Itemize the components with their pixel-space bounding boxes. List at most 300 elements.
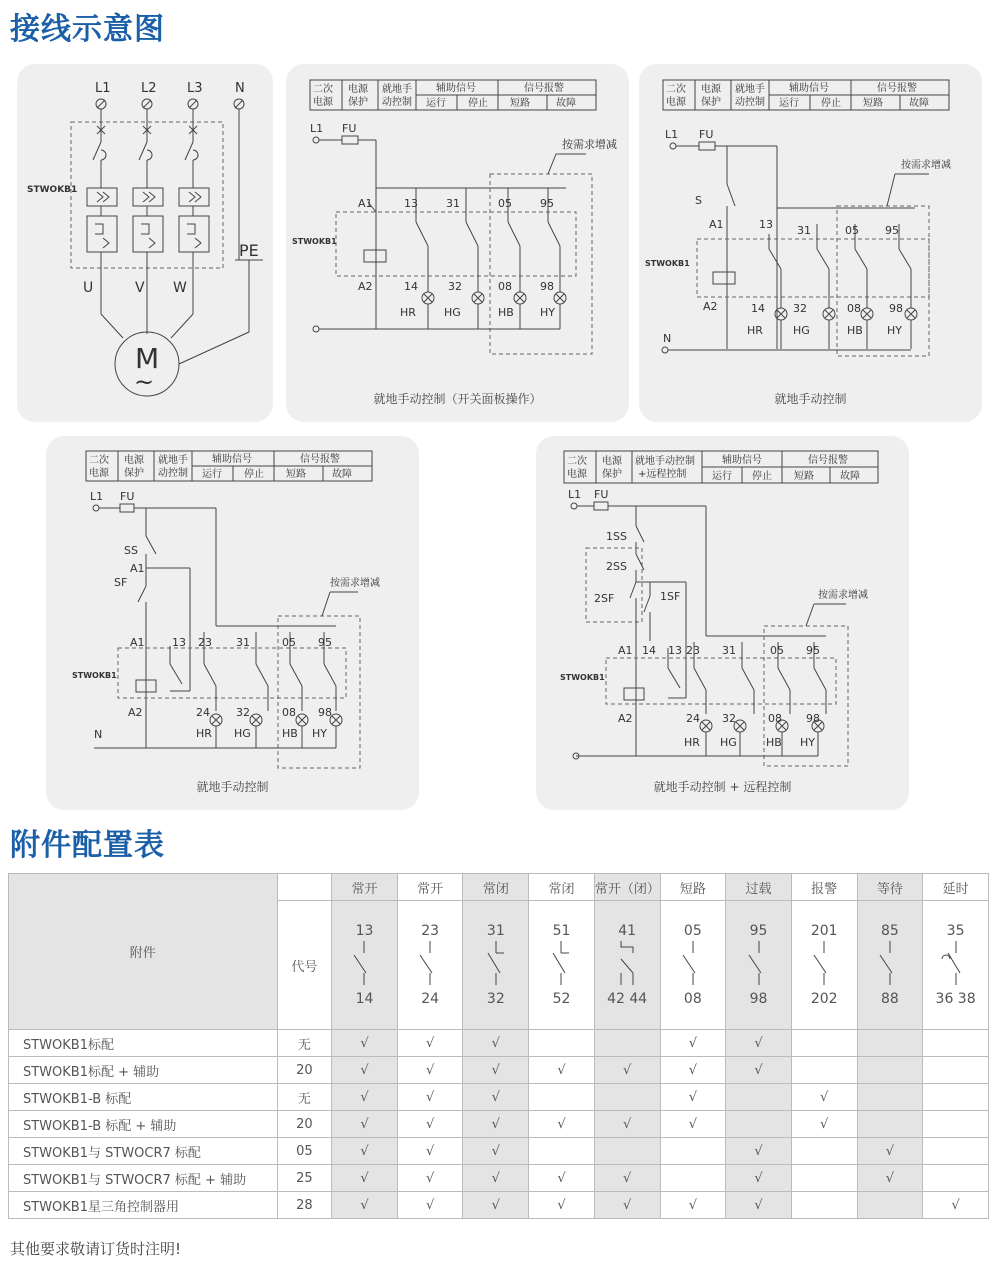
hdr-stop: 停止 [468,98,488,109]
num-31: 31 [236,636,250,649]
row-check: √ [332,1111,398,1138]
contact-top-number: 05 [683,923,702,939]
label-fu: FU [120,490,135,503]
hdr-c2-a: 电源 [602,456,622,467]
row-check: √ [397,1057,463,1084]
num-23: 23 [198,636,212,649]
row-check: √ [332,1192,398,1219]
hdr-aux: 辅助信号 [212,454,252,465]
num-a2: A2 [703,300,718,313]
hdr-short: 短路 [510,98,530,109]
hdr-c3-b: 动控制 [735,97,765,108]
contact-symbol-icon [936,939,976,987]
num-13: 13 [172,636,186,649]
contact-symbol-icon [344,939,384,987]
lamp-hb: HB [766,736,782,749]
row-check: √ [397,1192,463,1219]
lamp-hg: HG [720,736,737,749]
row-check: √ [726,1057,792,1084]
row-check [791,1192,857,1219]
contact-symbol-cell [857,901,923,1030]
row-check: √ [529,1057,595,1084]
row-check: √ [332,1138,398,1165]
header-code: 代号 [277,901,332,1030]
contact-bottom-number: 202 [810,991,838,1007]
hdr-c2-b: 保护 [602,469,622,480]
hdr-c3-a: 就地手 [158,455,188,466]
num-95: 95 [318,636,332,649]
lamp-hb: HB [498,306,514,319]
header-blank [277,874,332,901]
hdr-c2-a: 电源 [701,84,721,95]
lamp-hy: HY [800,736,815,749]
pe-label: PE [239,241,259,260]
hdr-fault: 故障 [332,469,352,480]
num-05: 05 [498,197,512,210]
row-check: √ [660,1057,726,1084]
row-check: √ [529,1111,595,1138]
label-l1: L1 [90,490,104,503]
device-label: STWOKB1 [292,237,337,246]
row-check [857,1084,923,1111]
label-l1: L1 [568,488,582,501]
row-check [857,1192,923,1219]
num-13: 13 [759,218,773,231]
header-type: 过载 [726,874,792,901]
contact-symbol-icon [541,939,581,987]
row-check [529,1084,595,1111]
contact-symbol-icon [870,939,910,987]
hdr-short: 短路 [863,98,883,109]
num-a2: A2 [358,280,373,293]
row-check: √ [857,1165,923,1192]
contact-symbol-cell [529,901,595,1030]
hdr-aux: 辅助信号 [436,83,476,94]
hdr-run: 运行 [202,469,222,480]
label-fu: FU [594,488,609,501]
row-check [923,1057,989,1084]
num-a1: A1 [130,636,145,649]
hdr-c1-b: 电源 [89,468,109,479]
hdr-sig: 信号报警 [808,455,848,466]
row-check: √ [397,1111,463,1138]
num-31: 31 [722,644,736,657]
num-98: 98 [318,706,332,719]
table-row [9,1057,989,1084]
control-diagram-3 [639,64,982,422]
header-type: 等待 [857,874,923,901]
contact-top-number: 13 [355,923,374,939]
label-l1: L1 [665,128,679,141]
hdr-sig: 信号报警 [524,83,564,94]
label-fu: FU [342,122,357,135]
row-check: √ [594,1057,660,1084]
row-check: √ [463,1111,529,1138]
row-check: √ [332,1057,398,1084]
num-24: 24 [196,706,210,719]
row-check [791,1165,857,1192]
header-type: 常闭 [463,874,529,901]
num-14: 14 [751,302,765,315]
contact-bottom-number: 98 [749,991,768,1007]
table-header-row [9,874,989,901]
hdr-c3-a: 就地手动控制 [635,456,695,467]
table-row [9,1084,989,1111]
row-name: STWOKB1与 STWOCR7 标配 [9,1138,278,1165]
hdr-sig: 信号报警 [877,83,917,94]
row-check [660,1138,726,1165]
hdr-run: 运行 [779,98,799,109]
caption: 就地手动控制（开关面板操作） [373,392,542,406]
lamp-hy: HY [540,306,555,319]
device-label: STWOKB1 [27,185,78,195]
row-check: √ [726,1165,792,1192]
num-14: 14 [642,644,656,657]
row-check: √ [529,1165,595,1192]
table-row [9,1165,989,1192]
num-13: 13 [668,644,682,657]
caption: 就地手动控制 + 远程控制 [653,780,792,794]
label-n: N [663,332,672,345]
contact-bottom-number: 52 [552,991,571,1007]
row-check: √ [397,1138,463,1165]
row-check [857,1057,923,1084]
num-a1: A1 [709,218,724,231]
hdr-c2-b: 保护 [348,97,368,108]
contact-top-number: 85 [880,923,899,939]
switch-s: S [695,194,702,207]
hdr-short: 短路 [794,471,814,482]
contact-symbol-icon [673,939,713,987]
row-code: 05 [277,1138,332,1165]
header-type: 常开（闭） [594,874,660,901]
note-adjust: 按需求增减 [818,590,868,601]
table-row [9,1138,989,1165]
row-check [594,1030,660,1057]
contact-symbol-cell [923,901,989,1030]
num-98: 98 [806,712,820,725]
hdr-run: 运行 [426,98,446,109]
contact-top-number: 41 [618,923,637,939]
row-check [529,1030,595,1057]
num-05: 05 [845,224,859,237]
row-check: √ [726,1030,792,1057]
contact-symbol-icon [739,939,779,987]
hdr-c2-a: 电源 [348,84,368,95]
contact-bottom-number: 08 [683,991,702,1007]
hdr-c1-b: 电源 [313,97,333,108]
row-check: √ [594,1165,660,1192]
num-05: 05 [770,644,784,657]
hdr-c2-b: 保护 [124,468,144,479]
control-diagram-2 [286,64,629,422]
contact-top-number: 31 [486,923,505,939]
hdr-stop: 停止 [752,471,772,482]
row-check [923,1138,989,1165]
num-32: 32 [236,706,250,719]
hdr-c2-b: 保护 [701,97,721,108]
hdr-c3-b: 动控制 [158,468,188,479]
contact-top-number: 23 [421,923,440,939]
row-check: √ [463,1057,529,1084]
switch-sf: SF [114,576,128,589]
row-check [594,1138,660,1165]
num-98: 98 [889,302,903,315]
row-check: √ [463,1138,529,1165]
contact-bottom-number: 14 [355,991,374,1007]
row-code: 无 [277,1030,332,1057]
num-a2: A2 [618,712,633,725]
num-32: 32 [448,280,462,293]
motor-label: M [135,342,160,375]
contact-top-number: 95 [749,923,768,939]
row-check [923,1030,989,1057]
footnote: 其他要求敬请订货时注明! [10,1240,182,1258]
hdr-aux: 辅助信号 [789,83,829,94]
row-check: √ [397,1030,463,1057]
row-check: √ [726,1138,792,1165]
row-name: STWOKB1-B 标配 + 辅助 [9,1111,278,1138]
num-13: 13 [404,197,418,210]
hdr-c1-a: 二次 [567,456,587,467]
row-check [923,1111,989,1138]
contact-symbol-cell [594,901,660,1030]
contact-top-number: 35 [946,923,965,939]
lamp-hy: HY [887,324,902,337]
row-check [857,1111,923,1138]
contact-bottom-number: 88 [880,991,899,1007]
row-check [791,1057,857,1084]
row-check: √ [857,1138,923,1165]
row-code: 20 [277,1111,332,1138]
output-v: V [135,280,145,296]
switch-2sf: 2SF [594,592,615,605]
accessory-section-title: 附件配置表 [10,828,165,863]
hdr-c2-a: 电源 [124,455,144,466]
row-check [726,1111,792,1138]
device-label: STWOKB1 [645,259,690,268]
row-check: √ [463,1084,529,1111]
hdr-c3-a: 就地手 [382,84,412,95]
num-a1: A1 [618,644,633,657]
hdr-aux: 辅助信号 [722,455,762,466]
row-check [529,1138,595,1165]
hdr-c1-b: 电源 [666,97,686,108]
contact-symbol-icon [607,939,647,987]
num-23: 23 [686,644,700,657]
row-check: √ [791,1084,857,1111]
row-name: STWOKB1-B 标配 [9,1084,278,1111]
row-check [791,1138,857,1165]
num-31: 31 [797,224,811,237]
lamp-hr: HR [747,324,763,337]
row-check: √ [726,1192,792,1219]
contact-top-number: 201 [810,923,838,939]
header-attachment: 附件 [9,874,278,1030]
row-name: STWOKB1与 STWOCR7 标配 + 辅助 [9,1165,278,1192]
row-code: 28 [277,1192,332,1219]
num-95: 95 [806,644,820,657]
device-label: STWOKB1 [560,673,605,682]
row-check [857,1030,923,1057]
lamp-hb: HB [282,727,298,740]
contact-bottom-number: 32 [486,991,505,1007]
table-row [9,1030,989,1057]
main-circuit-diagram [17,64,273,422]
lamp-hr: HR [684,736,700,749]
num-95: 95 [885,224,899,237]
num-95: 95 [540,197,554,210]
contact-bottom-number: 42 44 [607,991,648,1007]
output-w: W [173,280,187,296]
local-manual-panel-b [46,436,419,810]
note-adjust: 按需求增减 [562,138,617,151]
num-24: 24 [686,712,700,725]
label-n: N [94,728,103,741]
contact-symbol-cell [332,901,398,1030]
note-adjust: 按需求增减 [901,160,951,171]
row-check: √ [332,1165,398,1192]
row-code: 无 [277,1084,332,1111]
row-check: √ [594,1192,660,1219]
hdr-run: 运行 [712,471,732,482]
wiring-section-title: 接线示意图 [10,12,165,47]
row-check [594,1084,660,1111]
local-remote-panel [536,436,909,810]
table-row [9,1192,989,1219]
note-adjust: 按需求增减 [330,578,380,589]
row-check: √ [397,1165,463,1192]
header-type: 常开 [332,874,398,901]
num-08: 08 [847,302,861,315]
row-check [726,1084,792,1111]
hdr-c3-b: +远程控制 [638,469,687,480]
row-check: √ [660,1084,726,1111]
lamp-hg: HG [444,306,461,319]
row-check: √ [332,1030,398,1057]
row-check: √ [791,1111,857,1138]
terminal-n: N [235,81,245,96]
terminal-labels [95,81,245,96]
contact-symbol-cell [660,901,726,1030]
row-name: STWOKB1标配 [9,1030,278,1057]
num-14: 14 [404,280,418,293]
hdr-c1-b: 电源 [567,469,587,480]
row-check: √ [397,1084,463,1111]
hdr-c3-a: 就地手 [735,84,765,95]
row-check: √ [529,1192,595,1219]
main-circuit-panel [17,64,273,422]
accessory-config-table [8,873,989,1219]
label-fu: FU [699,128,714,141]
row-check [791,1030,857,1057]
hdr-sig: 信号报警 [300,454,340,465]
header-type: 延时 [923,874,989,901]
row-check: √ [463,1030,529,1057]
row-check [923,1084,989,1111]
header-type: 报警 [791,874,857,901]
num-a1: A1 [358,197,373,210]
control-diagram-5 [536,436,909,810]
contact-symbol-icon [410,939,450,987]
output-u: U [83,280,94,296]
row-check: √ [594,1111,660,1138]
contact-bottom-number: 36 38 [935,991,976,1007]
row-check: √ [660,1030,726,1057]
contact-top-number: 51 [552,923,571,939]
lamp-hr: HR [196,727,212,740]
switch-1sf: 1SF [660,590,681,603]
control-diagram-4 [46,436,419,810]
row-check [660,1165,726,1192]
row-check: √ [660,1192,726,1219]
switch-a1: A1 [130,562,145,575]
hdr-stop: 停止 [821,98,841,109]
contact-symbol-cell [726,901,792,1030]
row-check: √ [660,1111,726,1138]
device-label: STWOKB1 [72,671,117,680]
hdr-fault: 故障 [840,471,860,482]
num-08: 08 [282,706,296,719]
row-check: √ [463,1192,529,1219]
row-check: √ [463,1165,529,1192]
header-type: 常闭 [529,874,595,901]
row-code: 20 [277,1057,332,1084]
row-check: √ [923,1192,989,1219]
terminal-l1: L1 [95,81,111,96]
switch-ss: SS [124,544,138,557]
hdr-fault: 故障 [909,98,929,109]
row-check: √ [332,1084,398,1111]
local-manual-panel-a [639,64,982,422]
hdr-c1-a: 二次 [666,84,686,95]
num-a2: A2 [128,706,143,719]
row-check [923,1165,989,1192]
num-98: 98 [540,280,554,293]
table-row [9,1111,989,1138]
local-panel-switch [286,64,629,422]
hdr-c1-a: 二次 [313,84,333,95]
row-name: STWOKB1星三角控制器用 [9,1192,278,1219]
lamp-hy: HY [312,727,327,740]
num-08: 08 [498,280,512,293]
num-05: 05 [282,636,296,649]
row-code: 25 [277,1165,332,1192]
lamp-hb: HB [847,324,863,337]
num-32: 32 [722,712,736,725]
contact-symbol-icon [476,939,516,987]
contact-symbol-cell [397,901,463,1030]
label-l1: L1 [310,122,324,135]
header-type: 短路 [660,874,726,901]
contact-bottom-number: 24 [421,991,440,1007]
num-08: 08 [768,712,782,725]
hdr-fault: 故障 [556,98,576,109]
contact-symbol-cell [791,901,857,1030]
num-31: 31 [446,197,460,210]
hdr-c1-a: 二次 [89,455,109,466]
lamp-hr: HR [400,306,416,319]
terminal-l2: L2 [141,81,157,96]
num-32: 32 [793,302,807,315]
lamp-hg: HG [234,727,251,740]
caption: 就地手动控制 [774,392,847,406]
hdr-c3-b: 动控制 [382,97,412,108]
contact-symbol-cell [463,901,529,1030]
row-name: STWOKB1标配 + 辅助 [9,1057,278,1084]
switch-2ss: 2SS [606,560,627,573]
caption: 就地手动控制 [196,780,269,794]
